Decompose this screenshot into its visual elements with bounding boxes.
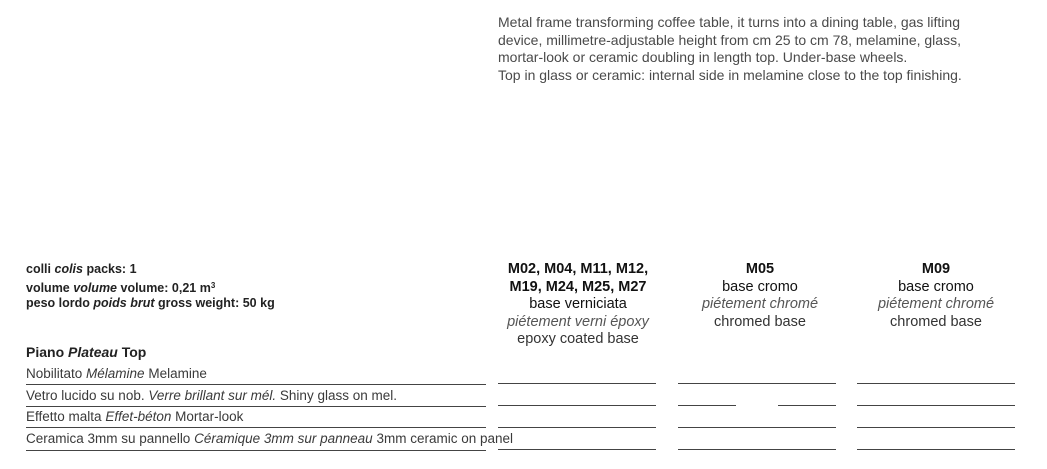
- finish-column-epoxy: [490, 261, 666, 349]
- packs-line: [26, 262, 275, 278]
- description-line: Top in glass or ceramic: internal side in melamine close to the top finishing.: [498, 66, 962, 83]
- weight-line: [26, 296, 275, 312]
- fill-line: [857, 405, 1015, 406]
- finish-codes-line: M19, M24, M25, M27: [509, 278, 647, 295]
- packs-label-en: packs:: [86, 262, 127, 276]
- top-title-fr: Plateau: [68, 344, 118, 360]
- finish-codes-line: M05: [745, 261, 775, 277]
- finish-name-en: chromed base: [714, 313, 806, 330]
- finish-column-chrome-m05: [672, 261, 848, 331]
- finish-name-it: base verniciata: [529, 296, 627, 312]
- volume-line: [26, 278, 275, 297]
- weight-label-fr: poids brut: [93, 296, 155, 310]
- finish-name-en: epoxy coated base: [517, 331, 639, 347]
- fill-line: [778, 405, 836, 406]
- weight-label-it: peso lordo: [26, 296, 90, 310]
- fill-line: [678, 427, 836, 428]
- option-en: 3mm ceramic on panel: [376, 431, 514, 446]
- fill-line: [678, 449, 836, 450]
- finish-codes-line: M02, M04, M11, M12,: [507, 261, 649, 277]
- finish-name-en: chromed base: [890, 313, 982, 330]
- volume-unit-exponent: 3: [210, 280, 216, 290]
- packs-label-fr: colis: [54, 262, 83, 276]
- fill-line: [857, 383, 1015, 384]
- fill-line: [857, 449, 1015, 450]
- fill-line: [498, 405, 656, 406]
- top-option-row: [26, 409, 486, 425]
- row-divider: [26, 450, 486, 451]
- packs-label-it: colli: [26, 262, 52, 276]
- finish-name-fr: piétement chromé: [877, 296, 995, 312]
- description-line: device, millimetre-adjustable height from cm 25 to cm 78, melamine, glass,: [498, 31, 961, 48]
- row-divider: [26, 427, 486, 428]
- volume-label-it: volume: [26, 280, 70, 295]
- product-description: [498, 14, 1038, 84]
- option-it: Ceramica 3mm su pannello: [26, 431, 191, 446]
- fill-line: [857, 427, 1015, 428]
- option-en: Melamine: [148, 366, 207, 381]
- volume-value: [172, 281, 215, 295]
- packs-value: 1: [129, 262, 137, 276]
- weight-value: 50 kg: [242, 296, 275, 310]
- row-divider: [26, 406, 486, 407]
- finish-name-fr: piétement chromé: [701, 296, 819, 312]
- finish-name-it: base cromo: [722, 278, 798, 295]
- option-fr: Céramique 3mm sur panneau: [194, 431, 373, 446]
- finish-name-it: base cromo: [898, 278, 974, 295]
- fill-line: [498, 427, 656, 428]
- option-en: Mortar-look: [175, 409, 244, 424]
- option-fr: Verre brillant sur mél.: [148, 388, 277, 403]
- top-section-title: [26, 344, 146, 360]
- description-line: Metal frame transforming coffee table, it turns into a dining table, gas lifting: [498, 14, 960, 30]
- option-it: Vetro lucido su nob.: [26, 388, 145, 403]
- finish-column-chrome-m09: [848, 261, 1024, 331]
- top-option-row: [26, 366, 486, 382]
- description-line: mortar-look or ceramic doubling in length top. Under-base wheels.: [498, 49, 908, 65]
- option-it: Effetto malta: [26, 409, 102, 424]
- volume-label-en: volume:: [120, 280, 169, 295]
- fill-line: [498, 383, 656, 384]
- option-fr: Mélamine: [86, 366, 145, 381]
- finish-name-fr: piétement verni époxy: [507, 313, 649, 330]
- top-title-en: Top: [121, 344, 147, 360]
- top-option-row: [26, 431, 514, 447]
- volume-number: 0,21 m: [171, 280, 211, 295]
- packaging-info: [26, 262, 275, 312]
- fill-line: [498, 449, 656, 450]
- top-title-it: Piano: [26, 344, 65, 360]
- fill-line: [678, 383, 836, 384]
- option-en: Shiny glass on mel.: [279, 388, 397, 403]
- option-fr: Effet-béton: [105, 409, 172, 424]
- volume-label-fr: volume: [73, 280, 118, 295]
- finish-codes-line: M09: [921, 261, 951, 277]
- option-it: Nobilitato: [26, 366, 83, 381]
- fill-line: [678, 405, 736, 406]
- top-option-row: [26, 388, 486, 404]
- weight-label-en: gross weight:: [157, 296, 240, 310]
- row-divider: [26, 384, 486, 385]
